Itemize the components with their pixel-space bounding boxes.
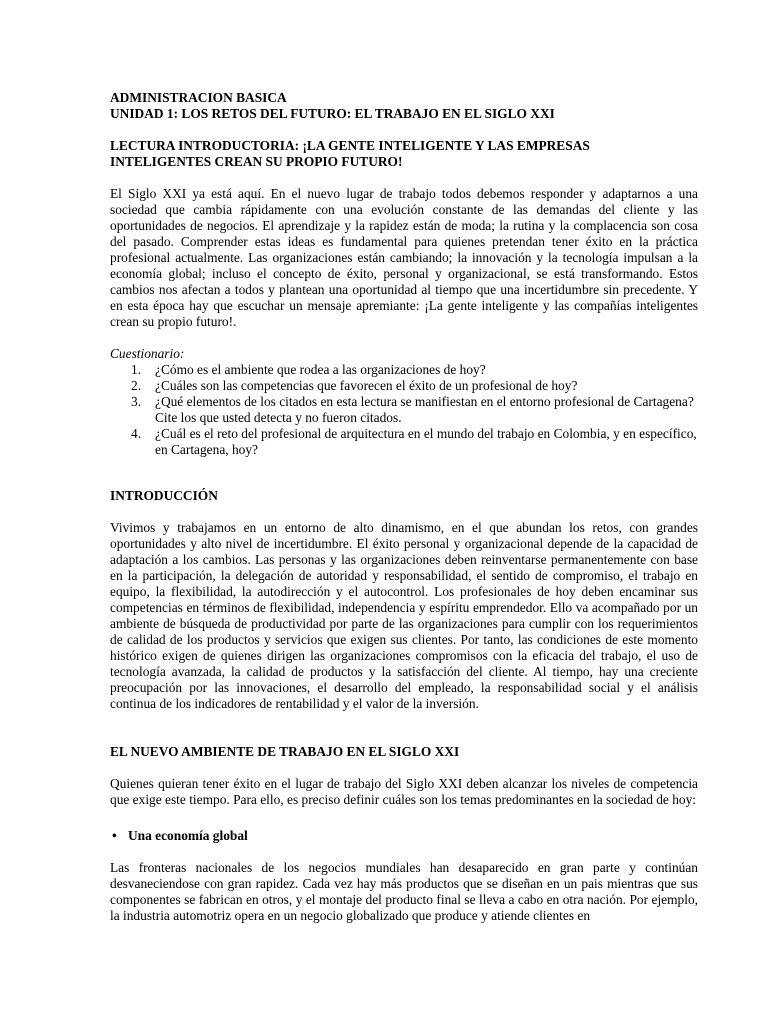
intro-paragraph: El Siglo XXI ya está aquí. En el nuevo lugar de trabajo todos debemos responder y adaptarnos a una sociedad que cambia rápidamente con una evolución constante de las demandas del cliente y las oportunidades de negocios. El aprendizaje y la rapidez están de moda; la rutina y la complacencia son cosa del pasado. Comprender estas ideas es fundamental para quienes pretendan tener éxito en la práctica profesional actualmente. Las organizaciones están cambiando; la innovación y la tecnología impulsan a la economía global; incluso el concepto de éxito, personal y organizacional, se está transformando. Estos cambios nos afectan a todos y plantean una oportunidad al tiempo que una incertidumbre sin precedente. Y en esta época hay que escuchar un mensaje apremiante: ¡La gente inteligente y las compañías inteligentes crean su propio futuro!.: [110, 186, 698, 329]
list-item: [110, 426, 698, 458]
list-item-number: 3.: [131, 394, 142, 409]
list-item-text: ¿Cuál es el reto del profesional de arquitectura en el mundo del trabajo en Colombia, y en específico, en Cartagena, hoy?: [155, 426, 697, 457]
economia-global-heading: [110, 828, 698, 844]
list-item-number: 1.: [131, 362, 142, 377]
unit-title: UNIDAD 1: LOS RETOS DEL FUTURO: EL TRABAJO EN EL SIGLO XXI: [110, 106, 555, 121]
lectura-title-line2: INTELIGENTES CREAN SU PROPIO FUTURO!: [110, 154, 403, 169]
lectura-title-line1: LECTURA INTRODUCTORIA: ¡LA GENTE INTELIGENTE Y LAS EMPRESAS: [110, 138, 590, 153]
cuestionario-list: [110, 362, 698, 458]
list-item-number: 2.: [131, 378, 142, 393]
economia-heading-text: Una economía global: [128, 828, 248, 843]
list-item-text: ¿Cómo es el ambiente que rodea a las organizaciones de hoy?: [155, 362, 486, 377]
nuevo-ambiente-paragraph: Quienes quieran tener éxito en el lugar de trabajo del Siglo XXI deben alcanzar los niveles de competencia que exige este tiempo. Para ello, es preciso definir cuáles son los temas predominantes en la sociedad de hoy:: [110, 776, 698, 807]
list-item-text: ¿Qué elementos de los citados en esta lectura se manifiestan en el entorno profesional de Cartagena? Cite los que usted detecta y no fueron citados.: [155, 394, 694, 425]
list-item: [110, 362, 698, 378]
bullet-icon: •: [112, 828, 117, 843]
document-header: [110, 90, 698, 122]
list-item-number: 4.: [131, 426, 142, 441]
list-item-text: ¿Cuáles son las competencias que favorecen el éxito de un profesional de hoy?: [155, 378, 578, 393]
lectura-title: [110, 138, 698, 170]
course-title: ADMINISTRACION BASICA: [110, 90, 287, 105]
nuevo-ambiente-heading: EL NUEVO AMBIENTE DE TRABAJO EN EL SIGLO XXI: [110, 744, 460, 759]
introduccion-heading: INTRODUCCIÓN: [110, 488, 218, 503]
introduccion-paragraph: Vivimos y trabajamos en un entorno de alto dinamismo, en el que abundan los retos, con grandes oportunidades y alto nivel de incertidumbre. El éxito personal y organizacional depende de la capacidad de adaptación a los cambios. Las personas y las organizaciones deben reinventarse permanentemente con base en la participación, la delegación de autoridad y responsabilidad, el sentido de compromiso, el trabajo en equipo, la flexibilidad, la autodirección y el autocontrol. Los profesionales de hoy deben encaminar sus competencias en términos de flexibilidad, independencia y espíritu emprendedor. Ello va acompañado por un ambiente de búsqueda de productividad por parte de las organizaciones para cumplir con los requerimientos de calidad de los productos y servicios que exigen sus clientes. Por tanto, las condiciones de este momento histórico exigen de quienes dirigen las organizaciones compromisos con la eficacia del trabajo, el uso de tecnología avanzada, la calidad de productos y la satisfacción del cliente. Al tiempo, hay una creciente preocupación por las innovaciones, el desarrollo del empleado, la responsabilidad social y el análisis continua de los indicadores de rentabilidad y el valor de la inversión.: [110, 520, 698, 711]
cuestionario-label: Cuestionario:: [110, 346, 185, 361]
economia-paragraph: Las fronteras nacionales de los negocios mundiales han desaparecido en gran parte y continúan desvaneciendose con gran rapidez. Cada vez hay más productos que se diseñan en un pais mientras que sus componentes se fabrican en otros, y el montaje del producto final se lleva a cabo en otra nación. Por ejemplo, la industria automotriz opera en un negocio globalizado que produce y atiende clientes en: [110, 860, 698, 923]
list-item: [110, 378, 698, 394]
list-item: [110, 394, 698, 426]
